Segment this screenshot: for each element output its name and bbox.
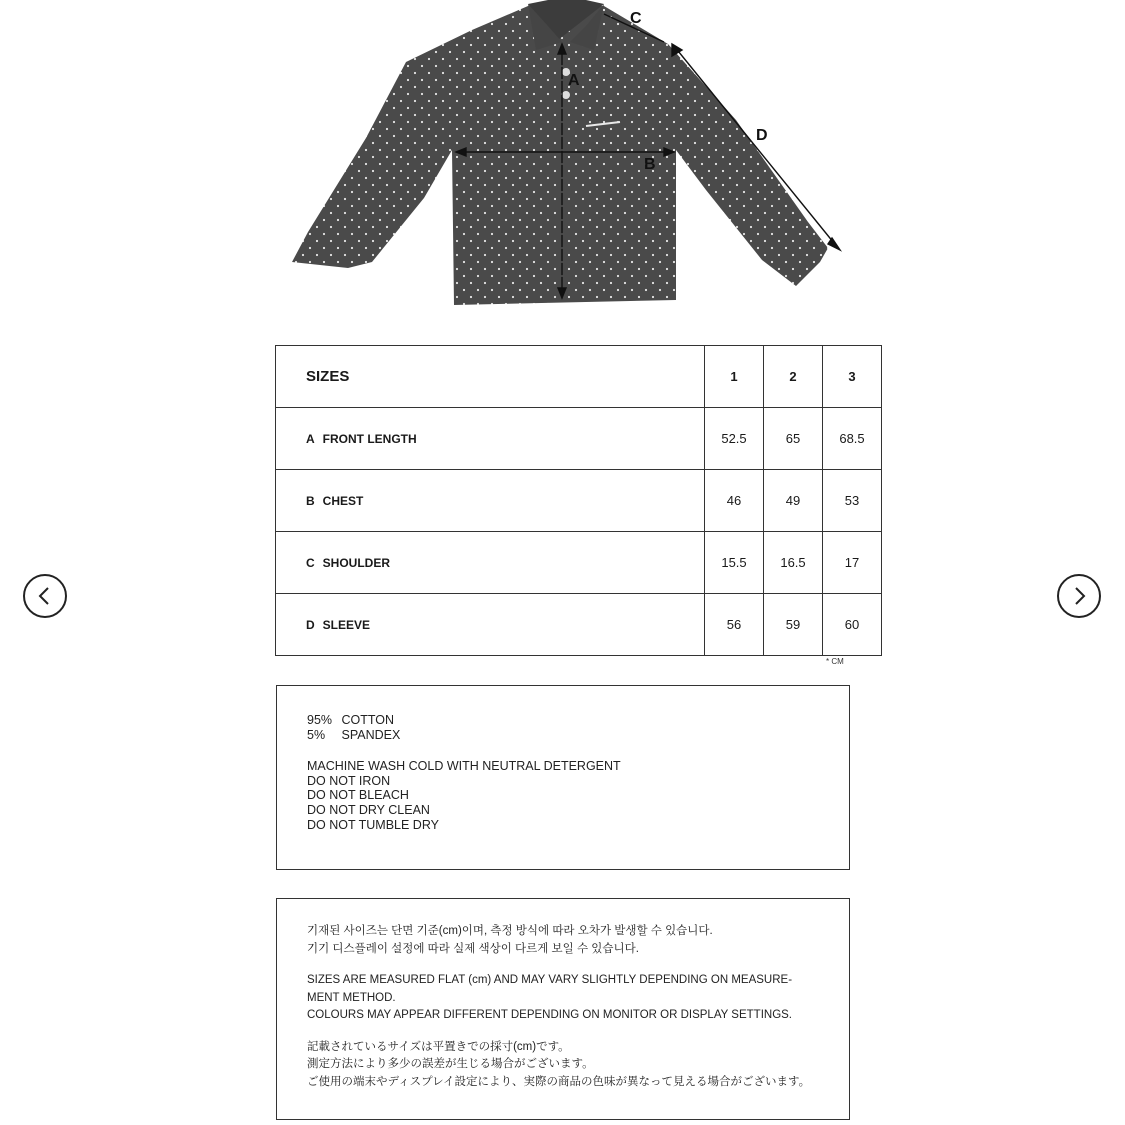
composition-percent: 5% [307, 727, 326, 742]
row-name: SHOULDER [322, 555, 391, 570]
garment-measurement-illustration [286, 0, 846, 310]
table-row [276, 532, 882, 594]
table-cell: 16.5 [764, 532, 823, 594]
unit-note: * CM [826, 657, 844, 666]
table-row [276, 594, 882, 656]
chevron-left-icon [35, 586, 55, 606]
table-cell: 17 [823, 532, 882, 594]
table-cell: 49 [764, 470, 823, 532]
row-label [276, 532, 705, 594]
label-a: A [568, 72, 580, 89]
table-row [276, 408, 882, 470]
table-cell: 46 [705, 470, 764, 532]
chevron-right-icon [1069, 586, 1089, 606]
notice-japanese-line: 測定方法により多少の誤差が生じる場合がございます。 [307, 1058, 594, 1070]
notice-english-line: COLOURS MAY APPEAR DIFFERENT DEPENDING ON MONITOR OR DISPLAY SETTINGS. [307, 1009, 793, 1021]
composition-row [307, 728, 849, 743]
row-code: C [306, 555, 315, 570]
care-instruction: DO NOT TUMBLE DRY [307, 817, 439, 832]
composition-percent: 95% [307, 713, 333, 727]
size-1-header: 1 [705, 346, 764, 408]
table-cell: 56 [705, 594, 764, 656]
previous-button[interactable] [23, 574, 67, 618]
care-composition-box [276, 685, 850, 870]
label-b: B [644, 156, 656, 173]
composition-material: SPANDEX [341, 727, 401, 742]
table-cell: 59 [764, 594, 823, 656]
table-cell: 15.5 [705, 532, 764, 594]
notice-japanese-line: ご使用の端末やディスプレイ設定により、実際の商品の色味が異なって見える場合がございます。 [307, 1075, 811, 1088]
row-name: CHEST [322, 493, 364, 508]
size-chart-table [275, 345, 882, 656]
notice-korean-line: 기기 디스플레이 설정에 따라 실제 색상이 다르게 보일 수 있습니다. [307, 942, 639, 955]
composition-material: COTTON [341, 713, 395, 727]
row-label [276, 594, 705, 656]
sizing-notice-box [276, 898, 850, 1120]
notice-english-line: SIZES ARE MEASURED FLAT (cm) AND MAY VARY SLIGHTLY DEPENDING ON MEASURE- [307, 974, 793, 986]
table-cell: 60 [823, 594, 882, 656]
size-3-header: 3 [823, 346, 882, 408]
row-name: FRONT LENGTH [322, 431, 417, 446]
row-code: D [306, 617, 315, 632]
row-name: SLEEVE [322, 617, 371, 632]
row-label [276, 470, 705, 532]
care-instruction: DO NOT DRY CLEAN [307, 802, 430, 817]
notice-korean-line: 기재된 사이즈는 단면 기준(cm)이며, 측정 방식에 따라 오차가 발생할 수 있습니다. [307, 925, 713, 937]
table-row [276, 470, 882, 532]
notice-english-line: MENT METHOD. [307, 991, 396, 1004]
table-cell: 68.5 [823, 408, 882, 470]
care-instruction: MACHINE WASH COLD WITH NEUTRAL DETERGENT [307, 759, 621, 774]
next-button[interactable] [1057, 574, 1101, 618]
care-instruction: DO NOT IRON [307, 773, 391, 788]
row-code: B [306, 493, 315, 508]
label-c: C [630, 10, 642, 27]
row-code: A [306, 431, 315, 446]
table-cell: 65 [764, 408, 823, 470]
label-d: D [756, 127, 768, 144]
table-header-row [276, 346, 882, 408]
sizes-header: SIZES [276, 346, 705, 408]
composition-row [307, 713, 849, 728]
notice-japanese-line: 記載されているサイズは平置きでの採寸(cm)です。 [307, 1040, 570, 1053]
care-instruction: DO NOT BLEACH [307, 788, 409, 803]
table-cell: 53 [823, 470, 882, 532]
row-label [276, 408, 705, 470]
table-cell: 52.5 [705, 408, 764, 470]
size-2-header: 2 [764, 346, 823, 408]
